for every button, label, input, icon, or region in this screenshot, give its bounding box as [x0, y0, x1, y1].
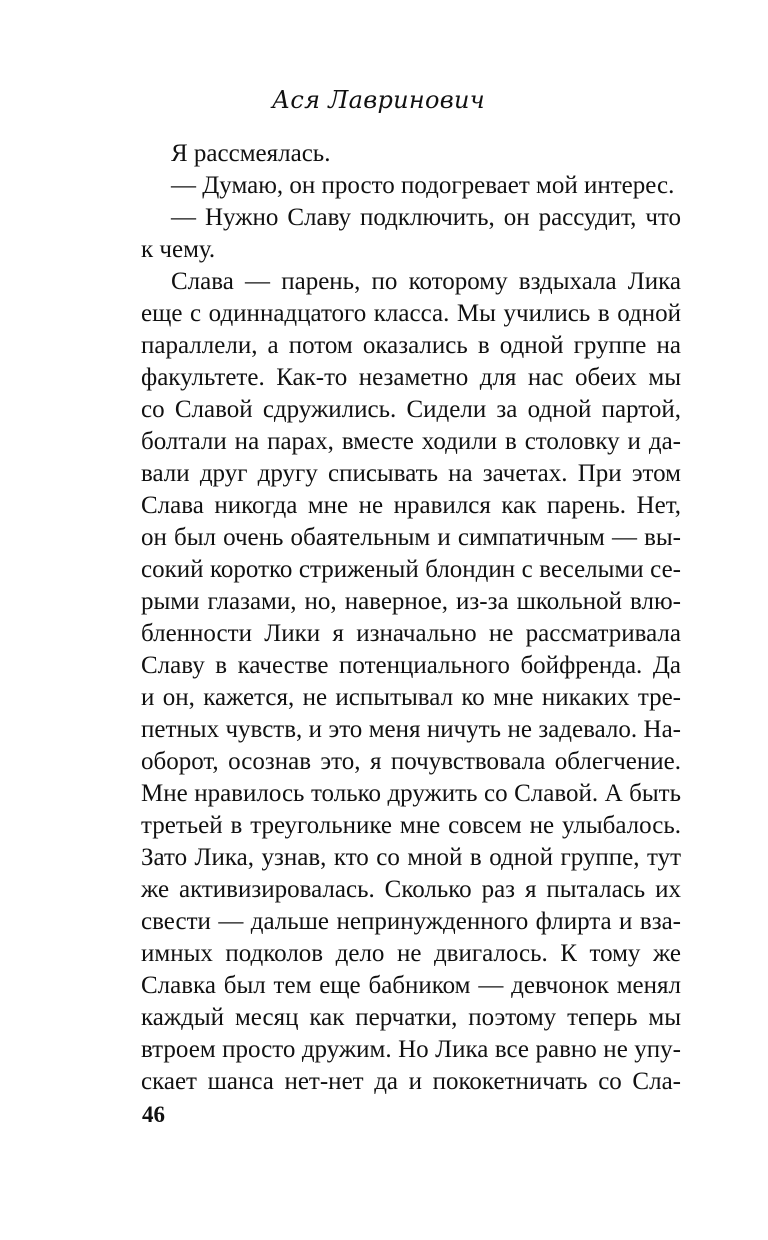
- text-line: каждый месяц как перчатки, поэтому теперь мы: [141, 1004, 681, 1031]
- text-line: сокий коротко стриженый блондин с веселыми се-: [141, 556, 681, 583]
- text-line: Славу в качестве потенциального бойфренда. Да: [141, 652, 681, 679]
- text-line: еще с одиннадцатого класса. Мы учились в одной: [141, 300, 681, 327]
- text-line: втроем просто дружим. Но Лика все равно не упу-: [141, 1036, 681, 1063]
- text-line: скает шанса нет-нет да и пококетничать со Сла-: [141, 1068, 681, 1095]
- text-line: имных подколов дело не двигалось. К тому же: [141, 940, 681, 967]
- text-line: к чему.: [141, 236, 216, 263]
- text-line: — Нужно Славу подключить, он рассудит, что: [171, 204, 681, 231]
- text-line: Слава никогда мне не нравился как парень. Нет,: [141, 492, 681, 519]
- text-line: оборот, осознав это, я почувствовала облегчение.: [141, 748, 681, 775]
- text-line: рыми глазами, но, наверное, из-за школьной влю-: [141, 588, 681, 615]
- text-line: Слава — парень, по которому вздыхала Лика: [171, 268, 681, 295]
- text-line: Я рассмеялась.: [171, 140, 331, 167]
- text-line: свести — дальше непринужденного флирта и вза-: [141, 908, 681, 935]
- text-line: факультете. Как-то незаметно для нас обеих мы: [141, 364, 681, 391]
- page-number: 46: [142, 1102, 165, 1127]
- text-line: со Славой сдружились. Сидели за одной партой,: [141, 396, 681, 423]
- text-line: — Думаю, он просто подогревает мой интерес.: [171, 172, 675, 199]
- text-line: петных чувств, и это меня ничуть не задевало. На-: [141, 716, 681, 743]
- text-line: вали друг другу списывать на зачетах. При этом: [141, 460, 681, 487]
- text-line: Мне нравилось только дружить со Славой. А быть: [141, 780, 681, 807]
- running-header-author: Ася Лавринович: [271, 86, 485, 114]
- text-line: Славка был тем еще бабником — девчонок менял: [141, 972, 681, 999]
- text-line: болтали на парах, вместе ходили в столовку и да-: [141, 428, 681, 455]
- text-line: же активизировалась. Сколько раз я пыталась их: [141, 876, 681, 903]
- text-line: он был очень обаятельным и симпатичным — вы-: [141, 524, 681, 551]
- text-line: третьей в треугольнике мне совсем не улыбалось.: [141, 812, 681, 839]
- body-text: [141, 138, 681, 1098]
- text-line: параллели, а потом оказались в одной группе на: [141, 332, 681, 359]
- text-line: Зато Лика, узнав, кто со мной в одной группе, тут: [141, 844, 681, 871]
- text-line: и он, кажется, не испытывал ко мне никаких тре-: [141, 684, 681, 711]
- text-line: бленности Лики я изначально не рассматривала: [141, 620, 681, 647]
